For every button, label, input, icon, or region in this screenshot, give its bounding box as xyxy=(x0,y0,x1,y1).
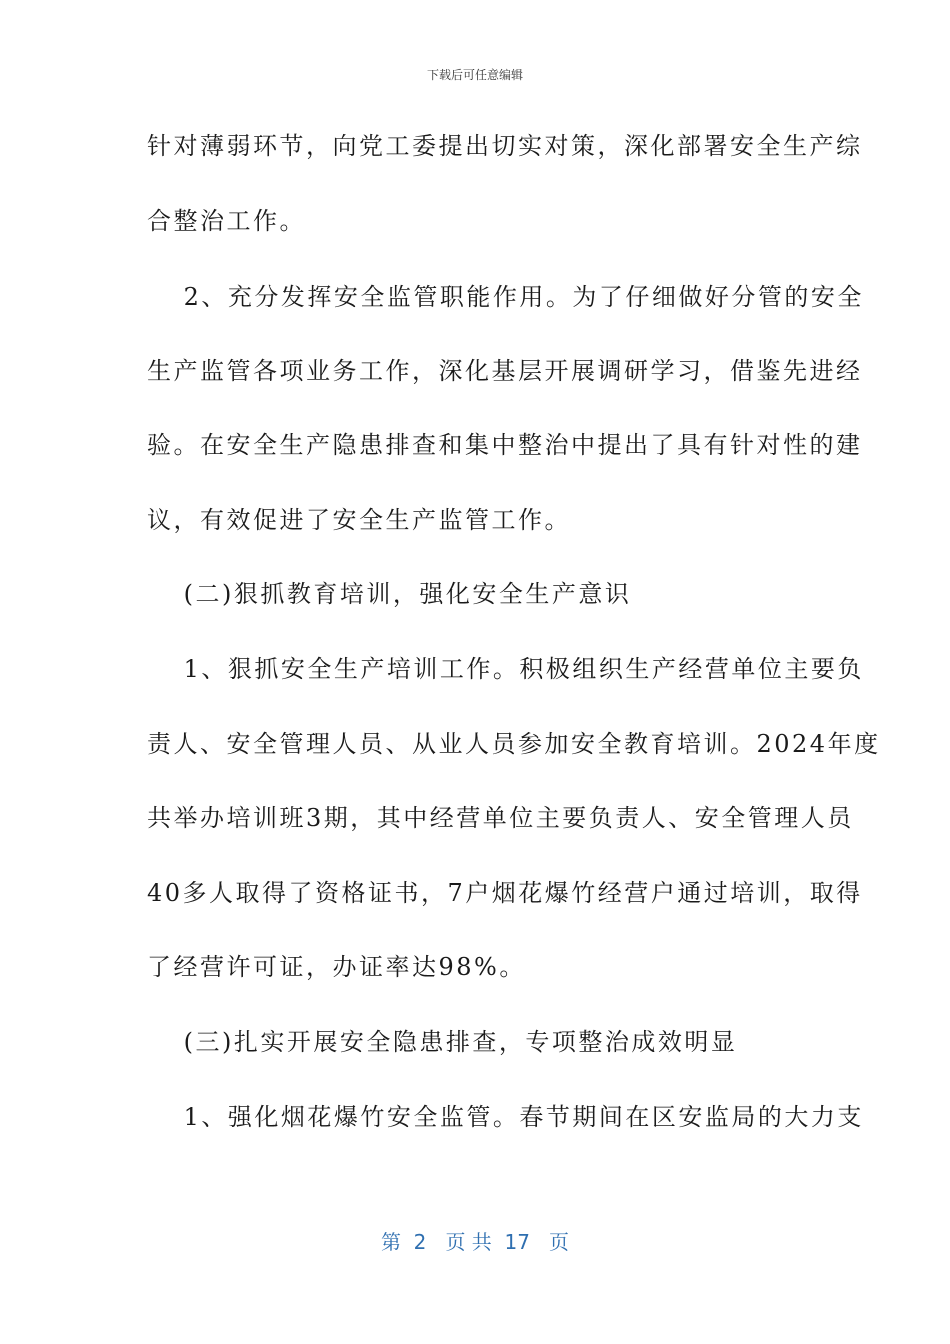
page-number-footer: 第 2 页 共 17 页 xyxy=(380,1230,570,1254)
section-heading: (二)狠抓教育培训，强化安全生产意识 xyxy=(147,580,632,608)
body-line: 生产监管各项业务工作，深化基层开展调研学习，借鉴先进经 xyxy=(147,357,863,385)
body-line: 责人、安全管理人员、从业人员参加安全教育培训。2024年度 xyxy=(147,730,881,758)
header-note: 下载后可任意编辑 xyxy=(426,68,523,82)
body-line: 合整治工作。 xyxy=(147,207,306,235)
body-line: 了经营许可证，办证率达98%。 xyxy=(147,953,526,981)
body-line: 1、狠抓安全生产培训工作。积极组织生产经营单位主要负 xyxy=(147,655,864,683)
body-line: 针对薄弱环节，向党工委提出切实对策，深化部署安全生产综 xyxy=(147,132,863,160)
body-line: 验。在安全生产隐患排查和集中整治中提出了具有针对性的建 xyxy=(147,431,863,459)
section-heading: (三)扎实开展安全隐患排查，专项整治成效明显 xyxy=(147,1028,738,1056)
body-line: 共举办培训班3期，其中经营单位主要负责人、安全管理人员 xyxy=(147,804,854,832)
body-line: 1、强化烟花爆竹安全监管。春节期间在区安监局的大力支 xyxy=(147,1103,864,1131)
body-line: 2、充分发挥安全监管职能作用。为了仔细做好分管的安全 xyxy=(147,283,864,311)
body-line: 40多人取得了资格证书，7户烟花爆竹经营户通过培训，取得 xyxy=(147,879,863,907)
body-line: 议，有效促进了安全生产监管工作。 xyxy=(147,506,571,534)
